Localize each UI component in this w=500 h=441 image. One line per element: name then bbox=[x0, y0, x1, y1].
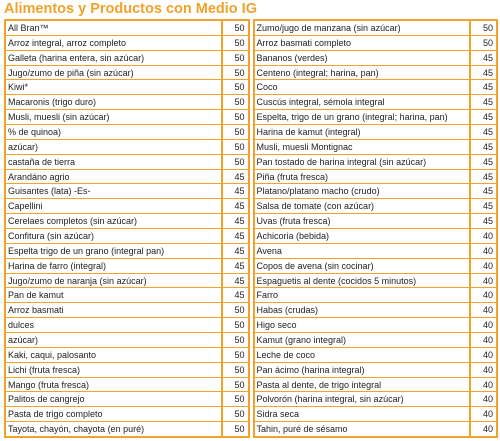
gi-value-cell: 40 bbox=[471, 422, 498, 436]
right-column bbox=[253, 19, 499, 438]
table-row bbox=[4, 95, 250, 110]
food-name-cell: Tayota, chayón, chayota (en puré) bbox=[4, 422, 223, 436]
food-name-cell: Platano/platano macho (crudo) bbox=[253, 184, 472, 198]
food-name-cell: Arandáno agrio bbox=[4, 170, 223, 184]
gi-value-cell: 45 bbox=[471, 199, 498, 213]
food-name-cell: Leche de coco bbox=[253, 348, 472, 362]
food-name-cell: Zumo/jugo de manzana (sin azúcar) bbox=[253, 21, 472, 35]
table-row bbox=[253, 155, 499, 170]
table-row bbox=[4, 21, 250, 36]
table-row bbox=[4, 407, 250, 422]
food-name-cell: Kaki, caqui, palosanto bbox=[4, 348, 223, 362]
table-row bbox=[4, 51, 250, 66]
food-name-cell: Arroz basmati completo bbox=[253, 36, 472, 50]
gi-value-cell: 50 bbox=[223, 378, 250, 392]
gi-value-cell: 40 bbox=[471, 333, 498, 347]
food-name-cell: Farro bbox=[253, 288, 472, 302]
gi-value-cell: 50 bbox=[223, 392, 250, 406]
food-name-cell: dulces bbox=[4, 318, 223, 332]
food-name-cell: Kamut (grano integral) bbox=[253, 333, 472, 347]
gi-value-cell: 40 bbox=[471, 288, 498, 302]
gi-value-cell: 50 bbox=[471, 21, 498, 35]
food-name-cell: Palitos de cangrejo bbox=[4, 392, 223, 406]
food-name-cell: Pan de kamut bbox=[4, 288, 223, 302]
food-name-cell: Avena bbox=[253, 244, 472, 258]
food-name-cell: Salsa de tomate (con azúcar) bbox=[253, 199, 472, 213]
gi-value-cell: 40 bbox=[471, 318, 498, 332]
gi-value-cell: 40 bbox=[471, 407, 498, 421]
food-name-cell: Higo seco bbox=[253, 318, 472, 332]
page-title: Alimentos y Productos con Medio IG bbox=[4, 1, 257, 17]
table-row bbox=[253, 422, 499, 436]
gi-value-cell: 45 bbox=[471, 214, 498, 228]
table-row bbox=[253, 407, 499, 422]
gi-value-cell: 50 bbox=[223, 125, 250, 139]
food-name-cell: Musli, muesli Montignac bbox=[253, 140, 472, 154]
table-row bbox=[253, 66, 499, 81]
table-row bbox=[4, 170, 250, 185]
table-row bbox=[253, 363, 499, 378]
table-row bbox=[4, 303, 250, 318]
gi-value-cell: 50 bbox=[223, 363, 250, 377]
gi-value-cell: 45 bbox=[471, 80, 498, 94]
table-row bbox=[253, 378, 499, 393]
gi-value-cell: 40 bbox=[471, 274, 498, 288]
table-row bbox=[4, 333, 250, 348]
table-row bbox=[4, 244, 250, 259]
gi-value-cell: 50 bbox=[223, 155, 250, 169]
gi-value-cell: 40 bbox=[471, 348, 498, 362]
table-row bbox=[253, 229, 499, 244]
table-row bbox=[253, 51, 499, 66]
food-name-cell: Pan tostado de harina integral (sin azúcar) bbox=[253, 155, 472, 169]
food-name-cell: azúcar) bbox=[4, 333, 223, 347]
gi-value-cell: 50 bbox=[223, 407, 250, 421]
table-row bbox=[4, 66, 250, 81]
gi-value-cell: 50 bbox=[223, 140, 250, 154]
table-row bbox=[4, 422, 250, 436]
gi-value-cell: 50 bbox=[223, 348, 250, 362]
food-name-cell: All Bran™ bbox=[4, 21, 223, 35]
table-row bbox=[4, 184, 250, 199]
food-name-cell: Harina de farro (integral) bbox=[4, 259, 223, 273]
food-name-cell: Macaronis (trigo duro) bbox=[4, 95, 223, 109]
food-name-cell: Sidra seca bbox=[253, 407, 472, 421]
left-column bbox=[4, 19, 250, 438]
table-row bbox=[253, 348, 499, 363]
table-row bbox=[4, 214, 250, 229]
table-row bbox=[4, 363, 250, 378]
table-row bbox=[4, 199, 250, 214]
gi-value-cell: 45 bbox=[223, 184, 250, 198]
gi-value-cell: 45 bbox=[223, 214, 250, 228]
food-name-cell: Achicoria (bebida) bbox=[253, 229, 472, 243]
food-name-cell: Coco bbox=[253, 80, 472, 94]
gi-value-cell: 40 bbox=[471, 259, 498, 273]
gi-value-cell: 50 bbox=[223, 36, 250, 50]
food-name-cell: Habas (crudas) bbox=[253, 303, 472, 317]
gi-value-cell: 40 bbox=[471, 229, 498, 243]
table-row bbox=[253, 318, 499, 333]
food-name-cell: Mango (fruta fresca) bbox=[4, 378, 223, 392]
gi-value-cell: 45 bbox=[223, 229, 250, 243]
table-row bbox=[253, 274, 499, 289]
table-row bbox=[253, 259, 499, 274]
gi-value-cell: 45 bbox=[471, 110, 498, 124]
table-row bbox=[4, 274, 250, 289]
food-name-cell: % de quinoa) bbox=[4, 125, 223, 139]
gi-value-cell: 45 bbox=[471, 140, 498, 154]
food-name-cell: Espelta, trigo de un grano (integral; harina, pan) bbox=[253, 110, 472, 124]
gi-value-cell: 45 bbox=[223, 170, 250, 184]
gi-value-cell: 40 bbox=[471, 392, 498, 406]
food-name-cell: Pasta de trigo completo bbox=[4, 407, 223, 421]
table-row bbox=[253, 214, 499, 229]
gi-value-cell: 50 bbox=[223, 318, 250, 332]
food-name-cell: Pan ácimo (harina integral) bbox=[253, 363, 472, 377]
food-name-cell: Harina de kamut (integral) bbox=[253, 125, 472, 139]
gi-value-cell: 50 bbox=[223, 51, 250, 65]
gi-value-cell: 40 bbox=[471, 244, 498, 258]
food-name-cell: Jugo/zumo de naranja (sin azúcar) bbox=[4, 274, 223, 288]
food-name-cell: Arroz integral, arroz completo bbox=[4, 36, 223, 50]
gi-value-cell: 50 bbox=[223, 110, 250, 124]
food-name-cell: Polvorón (harina integral, sin azúcar) bbox=[253, 392, 472, 406]
food-name-cell: Espelta trigo de un grano (integral pan) bbox=[4, 244, 223, 258]
food-name-cell: Pasta al dente, de trigo integral bbox=[253, 378, 472, 392]
table-row bbox=[253, 21, 499, 36]
food-name-cell: Piña (fruta fresca) bbox=[253, 170, 472, 184]
table-row bbox=[4, 110, 250, 125]
food-name-cell: Cuscús integral, sémola integral bbox=[253, 95, 472, 109]
table-row bbox=[253, 199, 499, 214]
food-name-cell: Guisantes (lata) -Es- bbox=[4, 184, 223, 198]
gi-value-cell: 45 bbox=[471, 170, 498, 184]
gi-value-cell: 50 bbox=[223, 80, 250, 94]
table-row bbox=[4, 392, 250, 407]
table-row bbox=[253, 333, 499, 348]
table-row bbox=[253, 303, 499, 318]
food-name-cell: castaña de tierra bbox=[4, 155, 223, 169]
food-name-cell: Copos de avena (sin cocinar) bbox=[253, 259, 472, 273]
table-row bbox=[253, 170, 499, 185]
table-row bbox=[253, 95, 499, 110]
gi-value-cell: 45 bbox=[223, 259, 250, 273]
gi-value-cell: 45 bbox=[471, 125, 498, 139]
table-row bbox=[4, 155, 250, 170]
gi-value-cell: 50 bbox=[223, 66, 250, 80]
table-row bbox=[4, 140, 250, 155]
food-name-cell: Tahin, puré de sésamo bbox=[253, 422, 472, 436]
gi-value-cell: 45 bbox=[471, 95, 498, 109]
gi-value-cell: 45 bbox=[223, 274, 250, 288]
food-name-cell: Jugo/zumo de piña (sin azúcar) bbox=[4, 66, 223, 80]
food-name-cell: Arroz basmati bbox=[4, 303, 223, 317]
gi-value-cell: 50 bbox=[223, 422, 250, 436]
table-row bbox=[4, 80, 250, 95]
food-name-cell: Espaguetis al dente (cocidos 5 minutos) bbox=[253, 274, 472, 288]
gi-value-cell: 45 bbox=[471, 184, 498, 198]
table-row bbox=[253, 244, 499, 259]
gi-value-cell: 40 bbox=[471, 303, 498, 317]
gi-value-cell: 45 bbox=[223, 288, 250, 302]
food-name-cell: Lichi (fruta fresca) bbox=[4, 363, 223, 377]
gi-value-cell: 50 bbox=[471, 36, 498, 50]
table-row bbox=[4, 378, 250, 393]
food-name-cell: Kiwi* bbox=[4, 80, 223, 94]
table-row bbox=[253, 288, 499, 303]
food-name-cell: azúcar) bbox=[4, 140, 223, 154]
gi-value-cell: 45 bbox=[223, 199, 250, 213]
food-name-cell: Galleta (harina entera, sin azúcar) bbox=[4, 51, 223, 65]
gi-value-cell: 45 bbox=[223, 244, 250, 258]
gi-value-cell: 40 bbox=[471, 378, 498, 392]
food-table bbox=[4, 19, 498, 438]
table-row bbox=[4, 125, 250, 140]
table-row bbox=[253, 110, 499, 125]
food-name-cell: Cerelaes completos (sin azúcar) bbox=[4, 214, 223, 228]
food-name-cell: Centeno (integral; harina, pan) bbox=[253, 66, 472, 80]
food-name-cell: Bananos (verdes) bbox=[253, 51, 472, 65]
food-name-cell: Capellini bbox=[4, 199, 223, 213]
table-row bbox=[253, 184, 499, 199]
food-name-cell: Confitura (sin azúcar) bbox=[4, 229, 223, 243]
table-row bbox=[4, 348, 250, 363]
food-name-cell: Uvas (fruta fresca) bbox=[253, 214, 472, 228]
gi-value-cell: 50 bbox=[223, 95, 250, 109]
table-row bbox=[4, 229, 250, 244]
table-row bbox=[253, 125, 499, 140]
table-row bbox=[4, 259, 250, 274]
table-row bbox=[4, 318, 250, 333]
table-row bbox=[4, 36, 250, 51]
gi-value-cell: 45 bbox=[471, 66, 498, 80]
gi-value-cell: 50 bbox=[223, 21, 250, 35]
gi-value-cell: 40 bbox=[471, 363, 498, 377]
gi-value-cell: 50 bbox=[223, 333, 250, 347]
table-row bbox=[253, 36, 499, 51]
table-row bbox=[253, 392, 499, 407]
food-name-cell: Musli, muesli (sin azúcar) bbox=[4, 110, 223, 124]
gi-value-cell: 50 bbox=[223, 303, 250, 317]
table-row bbox=[253, 140, 499, 155]
table-row bbox=[4, 288, 250, 303]
gi-value-cell: 45 bbox=[471, 155, 498, 169]
table-row bbox=[253, 80, 499, 95]
gi-value-cell: 45 bbox=[471, 51, 498, 65]
